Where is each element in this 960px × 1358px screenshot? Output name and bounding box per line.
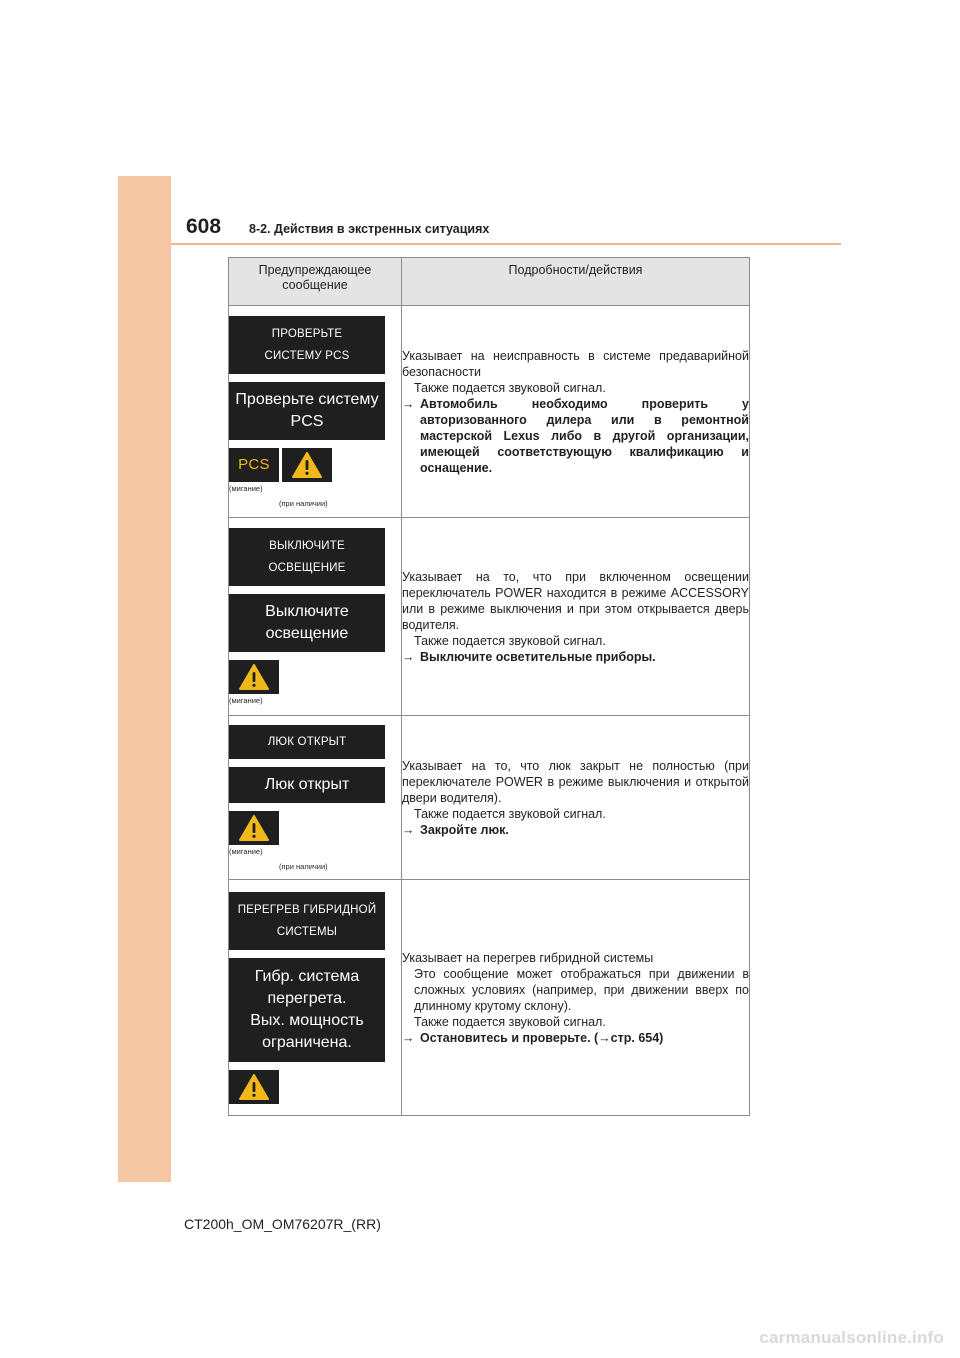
table-header-row [229,258,750,306]
details-cell [402,518,750,716]
message-cell [229,880,402,1116]
warning-triangle-icon [229,1070,279,1104]
message-cell [229,518,402,716]
table-row [229,518,750,716]
header-rule [171,243,841,245]
arrow-icon: → [402,649,415,664]
indicator-icons [229,811,401,845]
table-row [229,880,750,1116]
warning-messages-table [228,257,750,1116]
blink-note: (мигание) [229,846,263,856]
equipped-note: (при наличии) [279,498,328,508]
arrow-icon: → [402,1030,415,1045]
sub-note: Также подается звуковой сигнал. [414,633,606,648]
message-cell [229,716,402,880]
display-mixed-message: Выключите освещение [229,594,385,652]
action-instruction: → Закройте люк. [402,822,509,837]
sub-note: Также подается звуковой сигнал. [414,806,606,821]
blink-note: (мигание) [229,483,263,493]
section-title: 8-2. Действия в экстренных ситуациях [249,222,490,236]
indicator-icons [229,660,401,694]
header-warning-message: Предупреждающее сообщение [229,258,402,306]
display-caps-message: ПЕРЕГРЕВ ГИБРИДНОЙ СИСТЕМЫ [229,892,385,950]
display-mixed-message: Проверьте систему PCS [229,382,385,440]
watermark: carmanualsonline.info [759,1328,944,1347]
indicator-icons [229,448,401,482]
side-color-band [118,176,171,1182]
blink-note: (мигание) [229,696,263,705]
warning-triangle-icon [282,448,332,482]
arrow-icon: → [402,822,415,837]
details-cell [402,716,750,880]
document-code-footer: CT200h_OM_OM76207R_(RR) [184,1216,381,1232]
arrow-icon: → [402,396,415,411]
indicator-icons [229,1070,401,1104]
display-caps-message: ПРОВЕРЬТЕ СИСТЕМУ PCS [229,316,385,374]
description-text: Указывает на перегрев гибридной системы [402,950,654,965]
display-mixed-message: Люк открыт [229,767,385,803]
sub-note: Также подается звуковой сигнал. [414,380,606,395]
description-text: Указывает на то, что люк закрыт не полностью (при переключателе POWER в режиме выключения и открытой двери водителя). [402,758,749,805]
display-caps-message: ЛЮК ОТКРЫТ [229,725,385,759]
header-details-actions: Подробности/действия [402,258,750,306]
warning-triangle-icon [229,811,279,845]
sub-note: Это сообщение может отображаться при движении в сложных условиях (например, при движении вверх по длинному крутому склону). [414,966,749,1013]
description-text: Указывает на то, что при включенном освещении переключатель POWER находится в режиме ACCESSORY или в режиме выключения и при этом открывается дверь водителя. [402,569,749,632]
page-number: 608 [186,215,222,238]
description-text: Указывает на неисправность в системе предаварийной безопасности [402,348,749,379]
display-mixed-message: Гибр. система перегрета. Вых. мощность ограничена. [229,958,385,1062]
equipped-note: (при наличии) [279,861,328,871]
pcs-indicator-icon: PCS [229,448,279,482]
details-cell [402,880,750,1116]
message-cell [229,306,402,518]
action-instruction: → Выключите осветительные приборы. [402,649,656,664]
display-caps-message: ВЫКЛЮЧИТЕ ОСВЕЩЕНИЕ [229,528,385,586]
table-row [229,306,750,518]
table-row [229,716,750,880]
warning-triangle-icon [229,660,279,694]
details-cell [402,306,750,518]
action-instruction: → Остановитесь и проверьте. (→стр. 654) [402,1030,664,1045]
sub-note: Также подается звуковой сигнал. [414,1014,606,1029]
action-instruction: → Автомобиль необходимо проверить у авторизованного дилера или в ремонтной мастерской Lexus либо в другой организации, имеющей соответствующую квалификацию и оснащение. [402,396,749,475]
